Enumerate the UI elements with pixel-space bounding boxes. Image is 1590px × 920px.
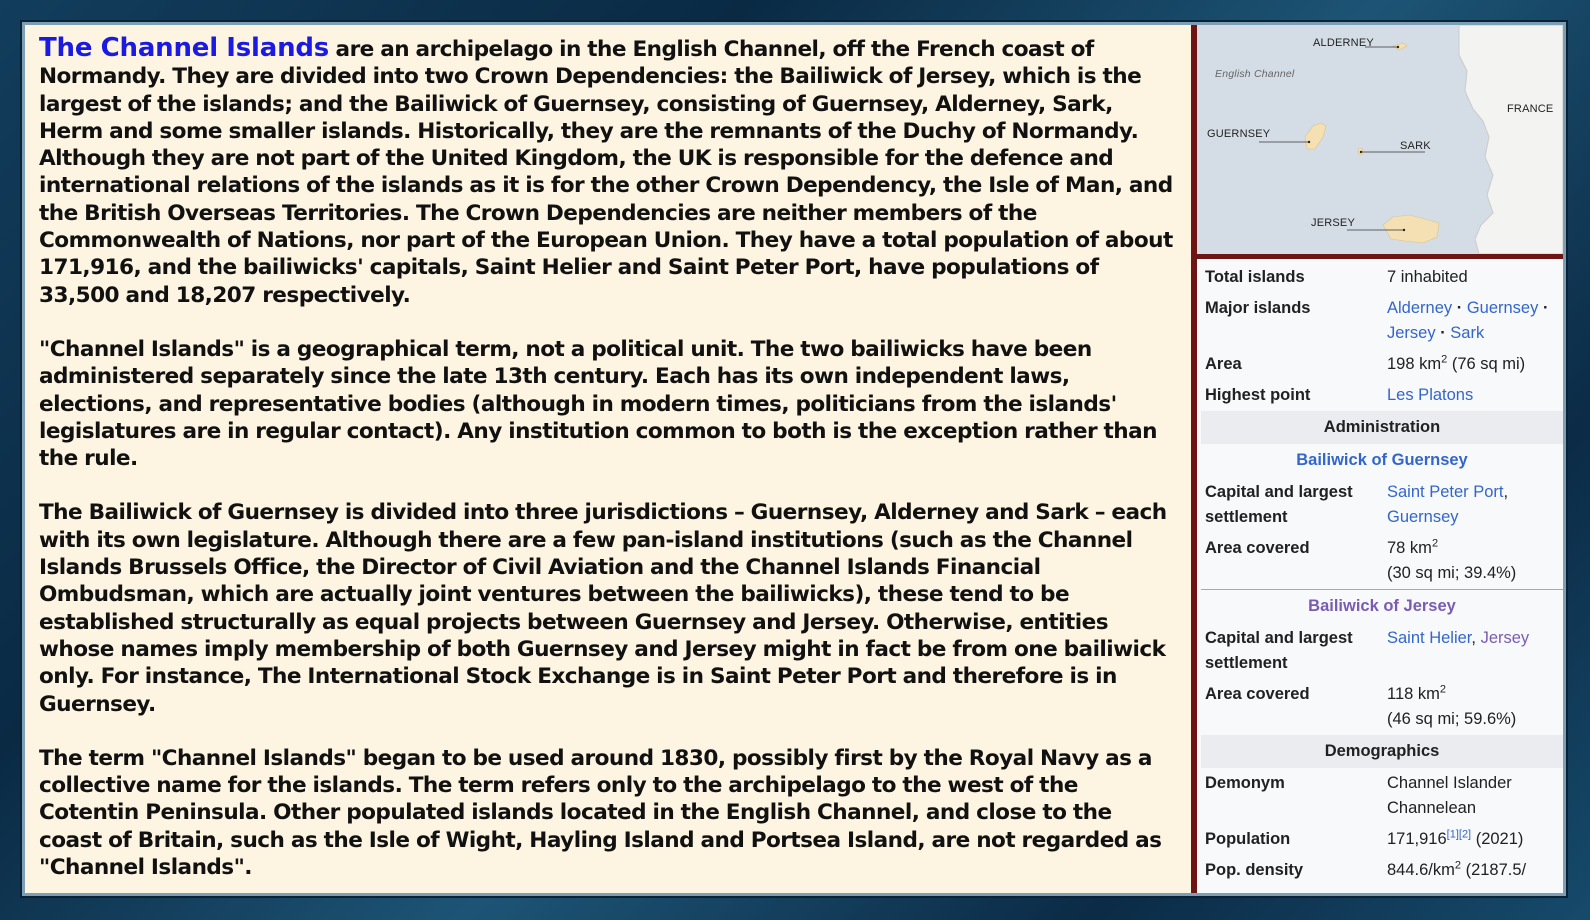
header-bailiwick-jersey [1201, 590, 1563, 624]
row-area [1201, 349, 1563, 380]
separator: · [1440, 324, 1446, 342]
area-value: 198 $km^2$ (76 sq mi) [1387, 353, 1526, 373]
row-jersey-area [1201, 679, 1563, 735]
highest-point-value [1383, 380, 1563, 411]
demonym-value: Channel Islander Channelean [1387, 774, 1512, 817]
paragraph-2: "Channel Islands" is a geographical term, not a political unit. The two bailiwicks have been administered separately since the late 13th century. Each has its own independent laws, elections, and representative bodies (although in modern times, politicians from the islands' legislatures are in regular contact). Any institution common to both is the exception rather than the rule. [39, 336, 1157, 472]
guernsey-area-value: 78 $km^2$ (30 sq mi; 39.4%) [1387, 537, 1517, 582]
jersey-capital-value: Saint Helier, Jersey [1387, 629, 1530, 647]
row-guernsey-capital [1201, 477, 1563, 533]
jersey-area-value: 118 $km^2$ (46 sq mi; 59.6%) [1387, 683, 1517, 728]
row-highest-point [1201, 380, 1563, 411]
paragraph-1 [39, 35, 1179, 309]
population-references[interactable]: [1][2] [1446, 828, 1472, 841]
population-value: 171,916[1][2] (2021) [1387, 828, 1524, 848]
paragraph-4: The term "Channel Islands" began to be used around 1830, possibly first by the Royal Navy as a collective name for the islands. The term refers only to the archipelago to the west of the Cotentin Peninsula. Other populated islands located in the English Channel, and close to the coast of Britain, such as the Isle of Wight, Hayling Island and Portsea Island, are not regarded as "Channel Islands". [39, 745, 1162, 881]
paragraph-3: The Bailiwick of Guernsey is divided into three jurisdictions – Guernsey, Alderney and Sark – each with its own legislature. Although there are a few pan-island institutions (such as the Channel Islands Brussels Office, the Director of Civil Aviation and the Channel Islands Financial Ombudsman, which are actually joint ventures between the bailiwicks), these tend to be established structurally as equal projects between Guernsey and Jersey. Otherwise, entities whose names imply membership of both Guernsey and Jersey might in fact be from one bailiwick only. For instance, The International Stock Exchange is in Saint Peter Port and therefore is in Guernsey. [39, 500, 1167, 717]
header-administration [1201, 411, 1563, 444]
map-label-alderney: ALDERNEY [1313, 37, 1374, 49]
infobox-table [1201, 259, 1563, 886]
administration-header: Administration [1201, 411, 1563, 444]
demonym-label: Demonym [1205, 774, 1285, 792]
link-saint-helier[interactable]: Saint Helier [1387, 629, 1472, 647]
map-label-guernsey: GUERNSEY [1207, 128, 1271, 140]
header-demographics [1201, 735, 1563, 768]
bailiwick-guernsey-header [1201, 444, 1563, 477]
area-label: Area [1205, 355, 1242, 373]
map-label-sark: SARK [1400, 140, 1431, 152]
row-population [1201, 824, 1563, 855]
map-label-jersey: JERSEY [1311, 217, 1355, 229]
row-guernsey-area [1201, 533, 1563, 590]
infobox [1197, 25, 1563, 893]
area-covered-label: Area covered [1205, 685, 1310, 703]
paragraph-1-text: are an archipelago in the English Channel, off the French coast of Normandy. They are divided into two Crown Dependencies: the Bailiwick of Jersey, which is the largest of the islands; and the Bailiwick of Guernsey, consisting of Guernsey, Alderney, Sark, Herm and some smaller islands. Historically, they are the remnants of the Duchy of Normandy. Although they are not part of the United Kingdom, the UK is responsible for the defence and international relations of the islands as it is for the other Crown Dependency, the Isle of Man, and the British Overseas Territories. The Crown Dependencies are neither members of the Commonwealth of Nations, nor part of the European Union. They have a total population of about 171,916, and the bailiwicks' capitals, Saint Helier and Saint Peter Port, have populations of 33,500 and 18,207 respectively. [39, 37, 1173, 308]
row-demonym [1201, 768, 1563, 824]
link-guernsey-capital-island[interactable]: Guernsey [1387, 508, 1459, 526]
total-islands-value: 7 inhabited [1387, 268, 1468, 286]
article-text [25, 25, 1191, 893]
link-bailiwick-guernsey[interactable]: Bailiwick of Guernsey [1296, 451, 1468, 469]
population-label: Population [1205, 830, 1291, 848]
slide-frame [22, 22, 1566, 896]
link-jersey-capital-island[interactable]: Jersey [1480, 629, 1530, 647]
row-total-islands [1201, 259, 1563, 293]
row-major-islands [1201, 293, 1563, 349]
capital-label: Capital and largest settlement [1205, 629, 1353, 672]
link-saint-peter-port[interactable]: Saint Peter Port [1387, 483, 1504, 501]
channel-islands-map [1197, 25, 1563, 254]
map-label-france: FRANCE [1507, 103, 1554, 115]
separator: · [1542, 299, 1549, 317]
link-jersey[interactable]: Jersey [1387, 324, 1436, 342]
bailiwick-jersey-header [1201, 590, 1563, 624]
link-alderney[interactable]: Alderney [1387, 299, 1453, 317]
row-jersey-capital [1201, 623, 1563, 679]
link-sark[interactable]: Sark [1450, 324, 1485, 342]
highest-point-label: Highest point [1205, 386, 1311, 404]
capital-label: Capital and largest settlement [1205, 483, 1353, 526]
major-islands-value [1383, 293, 1563, 349]
total-islands-label: Total islands [1205, 268, 1305, 286]
major-islands-label: Major islands [1205, 299, 1311, 317]
separator: · [1456, 299, 1463, 317]
demographics-header: Demographics [1201, 735, 1563, 768]
channel-islands-title-link[interactable]: The Channel Islands [39, 33, 330, 63]
row-pop-density [1201, 855, 1563, 886]
pop-density-value: $844.6/km^2$ (2187.5/ [1387, 859, 1527, 879]
guernsey-capital-value: Saint Peter Port, Guernsey [1387, 483, 1509, 526]
area-covered-label: Area covered [1205, 539, 1310, 557]
link-guernsey[interactable]: Guernsey [1466, 299, 1539, 317]
pop-density-label: Pop. density [1205, 861, 1304, 879]
header-bailiwick-guernsey [1201, 444, 1563, 477]
map-label-english-channel: English Channel [1215, 68, 1295, 80]
link-les-platons[interactable]: Les Platons [1387, 386, 1474, 404]
link-bailiwick-jersey[interactable]: Bailiwick of Jersey [1308, 597, 1456, 615]
